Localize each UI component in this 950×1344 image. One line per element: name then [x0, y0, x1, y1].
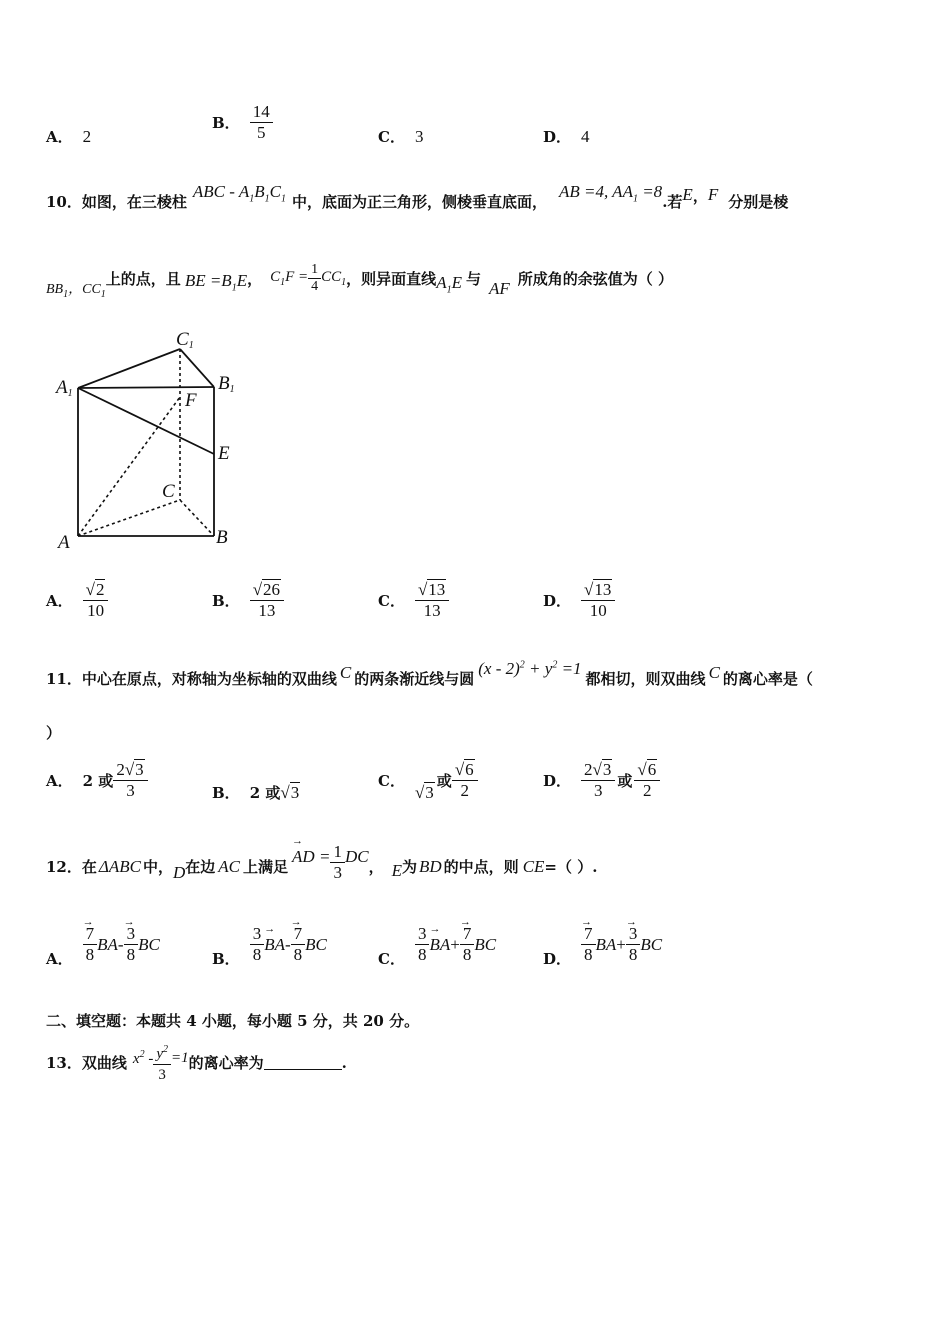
label-c: C: [162, 481, 175, 502]
option-label: B．: [212, 950, 240, 968]
q12-option-c[interactable]: C． $\frac{3}{8}$ → BA + → $\frac{7}{8}$ BC: [378, 924, 496, 965]
option-label: B．: [212, 592, 240, 610]
q11-option-c[interactable]: C． √3 或 $\frac{√6}{2}$: [378, 760, 478, 801]
section-heading: 二、填空题：本题共 4 小题，每小题 5 分，共 20 分。: [46, 1012, 420, 1030]
prism-figure: [52, 325, 252, 555]
option-value: 3: [414, 126, 424, 146]
q11-stem-line1: 11． 中心在原点，对称轴为坐标轴的双曲线 C 的两条渐近线与圆 $(x - 2)^2 + y^2 =1$ 都相切，则双曲线 C 的离心率是（: [46, 658, 813, 688]
q11-option-b[interactable]: B． 2 或 √3: [212, 782, 300, 802]
option-label: C．: [378, 772, 405, 790]
fraction: $\frac{y^2}{3}$: [153, 1040, 171, 1085]
fraction: $\frac{14}{5}$: [250, 102, 273, 143]
fraction: $\frac{√26}{13}$: [250, 580, 284, 621]
answer-blank[interactable]: [264, 1055, 342, 1070]
q10-stem-line1: 10． 如图，在三棱柱 ABC - $A_1B_1C_1$ 中，底面为正三角形，侧棱垂直底面， AB =4, $AA_1 =8$ .若 E ， F 分别是棱: [46, 182, 789, 211]
fraction: → $\frac{3}{8}$: [626, 924, 641, 965]
label-e: E: [218, 443, 230, 464]
edges: $BB_1$，$CC_1$: [46, 281, 106, 300]
question-number: 13．: [46, 1054, 82, 1072]
label-b: B: [216, 527, 228, 548]
edge-c1b1: [180, 349, 214, 387]
fraction: → $\frac{7}{8}$: [581, 924, 596, 965]
q9-option-c[interactable]: [378, 126, 423, 147]
q11-stem-line2: ）: [46, 724, 62, 742]
fraction: $\frac{√6}{2}$: [452, 760, 478, 801]
fraction: $\frac{3}{8}$: [250, 924, 265, 965]
option-label: D．: [543, 592, 572, 610]
q10-option-b[interactable]: [212, 580, 284, 621]
option-label: B．: [212, 784, 240, 802]
circle-equation: $(x - 2)^2 + y^2 =1$: [478, 658, 582, 678]
q12-stem: 12． 在 ΔABC 中， D 在边 AC 上满足 → AD = $\frac{1}{3}$ DC ， E 为 BD 的中点，则 CE =（ ）.: [46, 846, 597, 887]
fraction: $\frac{1}{3}$: [330, 842, 345, 883]
option-label: A．: [46, 772, 73, 790]
radical: √3: [414, 782, 434, 802]
q10-stem-line2: $BB_1$，$CC_1$ 上的点，且 BE $=B_1E$ ， $C_1F$ = $\frac{1}{4}$ $CC_1$ ，则异面直线 $A_1E$ 与 AF 所成角的余弦值为（ ）: [46, 262, 673, 300]
option-label: C．: [378, 950, 405, 968]
option-value: 4: [581, 126, 590, 146]
q11-option-a[interactable]: A． 2 或 $\frac{2√3}{3}$: [46, 760, 148, 801]
fraction: $\frac{√6}{2}$: [634, 760, 660, 801]
equation: $C_1F$ =: [270, 269, 309, 288]
q10-option-a[interactable]: [46, 580, 108, 621]
fraction: $\frac{2√3}{3}$: [113, 760, 147, 801]
option-label: C．: [378, 592, 405, 610]
q10-option-c[interactable]: [378, 580, 449, 621]
option-label: D．: [543, 772, 572, 790]
q12-option-d[interactable]: D． → $\frac{7}{8}$ BA + → $\frac{3}{8}$ BC: [543, 924, 662, 965]
edge-a1c1: [78, 349, 180, 388]
question-number: 11．: [46, 670, 82, 688]
edge-a1b1: [78, 387, 214, 388]
q10-option-d[interactable]: [543, 580, 615, 621]
q13-stem: 13． 双曲线 $x^2$ - $\frac{y^2}{3}$ =1 的离心率为 .: [46, 1040, 347, 1085]
fraction: → $\frac{3}{8}$: [124, 924, 139, 965]
q9-option-b[interactable]: [212, 102, 273, 143]
radical: √3: [280, 782, 300, 802]
fraction: $\frac{√13}{10}$: [581, 580, 615, 621]
fraction: → $\frac{7}{8}$: [83, 924, 98, 965]
equation: BE $=B_1E$: [184, 271, 248, 294]
q12-option-b[interactable]: B． $\frac{3}{8}$ → BA - → $\frac{7}{8}$ BC: [212, 924, 327, 965]
option-value: 2: [82, 126, 92, 146]
label-f: F: [185, 390, 197, 411]
label-a: A: [58, 532, 70, 553]
fraction: $\frac{2√3}{3}$: [581, 760, 615, 801]
edge-cb: [180, 500, 214, 536]
edge-ac: [78, 500, 180, 536]
fraction: $\frac{√13}{13}$: [415, 580, 449, 621]
fraction: → $\frac{7}{8}$: [460, 924, 475, 965]
q9-option-d[interactable]: [543, 126, 590, 147]
label-a1: A1: [56, 377, 73, 399]
line-name: $A_1E$: [436, 273, 462, 296]
line-name: AF: [488, 278, 510, 298]
option-label: D．: [543, 128, 572, 146]
option-label: A．: [46, 592, 73, 610]
q11-option-d[interactable]: D． $\frac{2√3}{3}$ 或 $\frac{√6}{2}$: [543, 760, 660, 801]
q12-option-a[interactable]: A． → $\frac{7}{8}$ BA - → $\frac{3}{8}$ BC: [46, 924, 160, 965]
fraction: $\frac{√2}{10}$: [83, 580, 109, 621]
option-label: B．: [212, 114, 240, 132]
option-label: C．: [378, 128, 405, 146]
fraction: $\frac{3}{8}$: [415, 924, 430, 965]
label-b1: B1: [218, 373, 235, 395]
q9-option-a[interactable]: [46, 126, 91, 147]
vector-equation: → AD =: [292, 847, 330, 867]
condition: AB =4, $AA_1 =8$: [559, 182, 663, 205]
option-label: A．: [46, 950, 73, 968]
segment-af: [78, 397, 180, 536]
option-label: A．: [46, 128, 73, 146]
fraction: → $\frac{7}{8}$: [291, 924, 306, 965]
question-number: 12．: [46, 858, 82, 876]
option-label: D．: [543, 950, 572, 968]
prism-name: ABC - $A_1B_1C_1$: [192, 182, 286, 205]
fraction: $\frac{1}{4}$: [308, 262, 321, 295]
label-c1: C1: [176, 329, 194, 351]
question-number: 10．: [46, 192, 82, 211]
